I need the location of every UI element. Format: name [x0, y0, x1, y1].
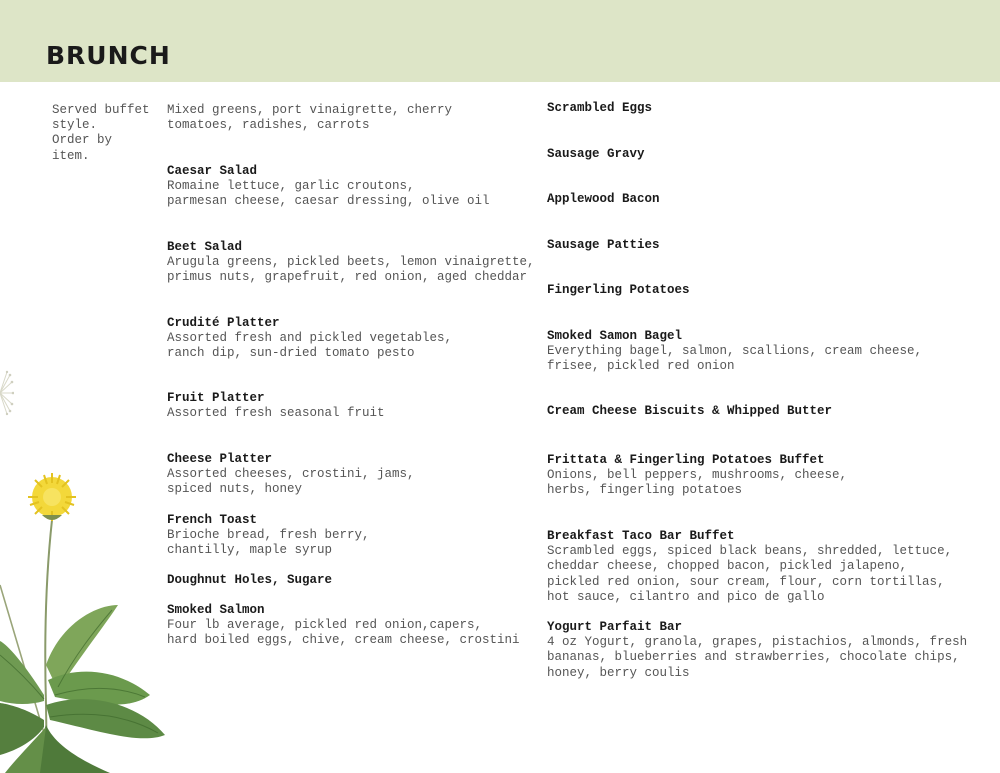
item-description: bananas, blueberries and strawberries, chocolate chips, — [547, 650, 960, 665]
item-description: Arugula greens, pickled beets, lemon vinaigrette, — [167, 255, 535, 270]
intro-line: Served buffet — [52, 103, 150, 117]
item-name: Cream Cheese Biscuits & Whipped Butter — [547, 404, 833, 418]
dandelion-flower-icon — [0, 465, 170, 773]
menu-item-sausage-gravy — [547, 147, 977, 162]
item-description: hot sauce, cilantro and pico de gallo — [547, 589, 825, 604]
item-description: tomatoes, radishes, carrots — [167, 118, 370, 133]
item-description: frisee, pickled red onion — [547, 359, 735, 374]
menu-item-beet-salad — [167, 240, 542, 286]
item-description: herbs, fingerling potatoes — [547, 483, 743, 498]
item-description: Onions, bell peppers, mushrooms, cheese, — [547, 468, 848, 483]
item-description: Brioche bread, fresh berry, — [167, 528, 370, 543]
menu-item-applewood-bacon — [547, 192, 977, 207]
intro-note — [52, 103, 152, 164]
item-name: French Toast — [167, 513, 258, 527]
intro-line: item. — [52, 148, 90, 163]
item-name: Cheese Platter — [167, 452, 273, 466]
item-name: Applewood Bacon — [547, 192, 660, 206]
item-name: Smoked Samon Bagel — [547, 329, 683, 343]
item-name: Beet Salad — [167, 240, 243, 254]
item-name: Breakfast Taco Bar Buffet — [547, 529, 735, 543]
menu-item-mixed-greens — [167, 103, 542, 133]
item-description: chantilly, maple syrup — [167, 543, 333, 558]
item-description: spiced nuts, honey — [167, 482, 303, 497]
menu-item-scrambled-eggs — [547, 101, 977, 116]
item-description: Romaine lettuce, garlic croutons, — [167, 179, 415, 194]
item-name: Frittata & Fingerling Potatoes Buffet — [547, 453, 825, 467]
item-description: Scrambled eggs, spiced black beans, shredded, lettuce, — [547, 544, 953, 559]
item-description: honey, berry coulis — [547, 665, 690, 680]
menu-item-smoked-samon-bagel — [547, 329, 977, 375]
menu-item-breakfast-taco-bar — [547, 529, 977, 605]
item-description: parmesan cheese, caesar dressing, olive oil — [167, 194, 490, 209]
item-name: Doughnut Holes, Sugare — [167, 573, 333, 587]
page-title: BRUNCH — [46, 41, 171, 70]
item-description: Assorted fresh seasonal fruit — [167, 406, 385, 421]
item-name: Sausage Patties — [547, 238, 660, 252]
item-description: Assorted fresh and pickled vegetables, — [167, 331, 453, 346]
item-name: Sausage Gravy — [547, 147, 645, 161]
item-description: 4 oz Yogurt, granola, grapes, pistachios, almonds, fresh — [547, 635, 968, 650]
menu-item-smoked-salmon — [167, 603, 542, 649]
item-description: hard boiled eggs, chive, cream cheese, crostini — [167, 633, 520, 648]
intro-line: style. — [52, 118, 98, 133]
intro-line: Order by — [52, 133, 113, 148]
menu-item-french-toast — [167, 513, 542, 559]
item-name: Smoked Salmon — [167, 603, 265, 617]
item-name: Fruit Platter — [167, 391, 265, 405]
item-name: Yogurt Parfait Bar — [547, 620, 683, 634]
menu-item-cream-cheese-biscuits — [547, 404, 977, 419]
item-description: Four lb average, pickled red onion,capers, — [167, 618, 483, 633]
item-description: Mixed greens, port vinaigrette, cherry — [167, 103, 453, 117]
item-name: Crudité Platter — [167, 316, 280, 330]
menu-item-fingerling-potatoes — [547, 283, 977, 298]
dandelion-seedhead-icon — [0, 370, 14, 416]
item-description: cheddar cheese, chopped bacon, pickled jalapeno, — [547, 559, 908, 574]
menu-item-doughnut-holes — [167, 573, 542, 588]
menu-item-cheese-platter — [167, 452, 542, 498]
menu-item-yogurt-parfait-bar — [547, 620, 977, 681]
menu-item-crudite-platter — [167, 316, 542, 362]
item-description: primus nuts, grapefruit, red onion, aged cheddar — [167, 270, 528, 285]
menu-item-frittata-buffet — [547, 453, 977, 499]
item-name: Caesar Salad — [167, 164, 258, 178]
item-description: Everything bagel, salmon, scallions, cream cheese, — [547, 344, 923, 359]
menu-item-caesar-salad — [167, 164, 542, 210]
item-description: Assorted cheeses, crostini, jams, — [167, 467, 415, 482]
menu-item-sausage-patties — [547, 238, 977, 253]
item-description: ranch dip, sun-dried tomato pesto — [167, 346, 415, 361]
item-name: Scrambled Eggs — [547, 101, 653, 115]
item-name: Fingerling Potatoes — [547, 283, 690, 297]
item-description: pickled red onion, sour cream, flour, corn tortillas, — [547, 574, 945, 589]
menu-item-fruit-platter — [167, 391, 542, 421]
